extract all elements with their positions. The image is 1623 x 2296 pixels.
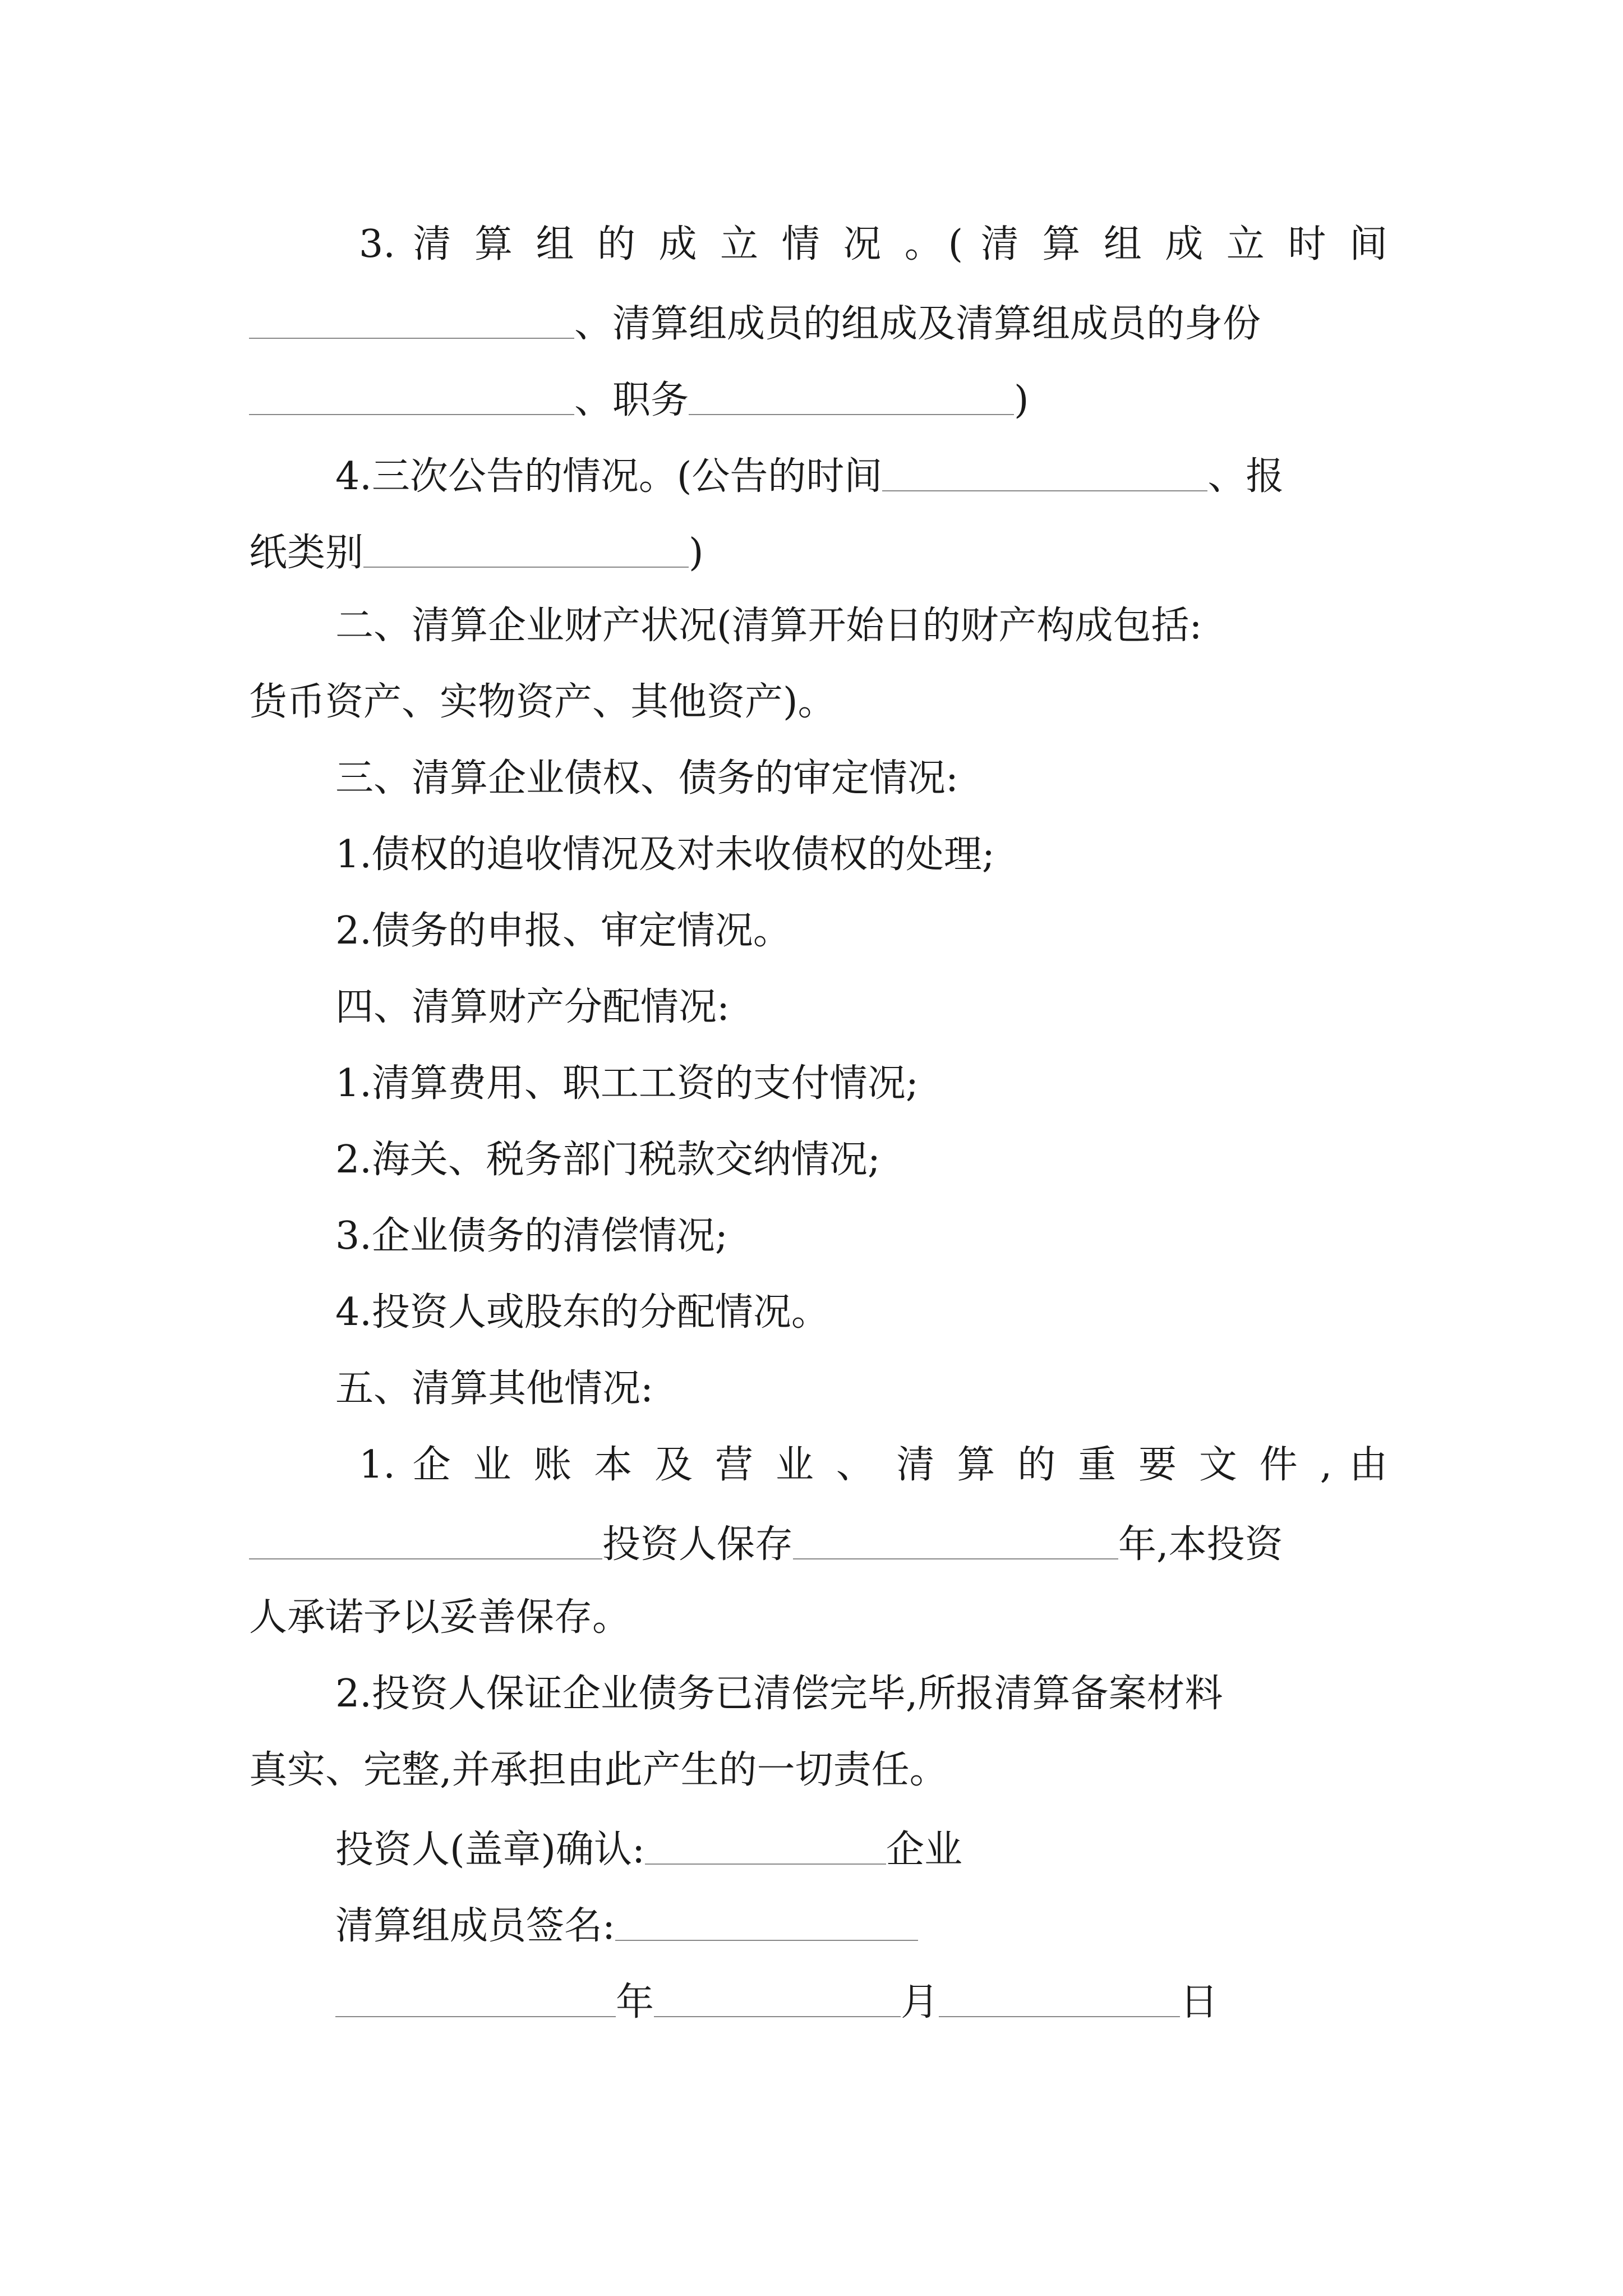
line-text: 投资人(盖章)确认: [335,1828,645,1872]
text-line-16: 五、清算其他情况: [335,1366,653,1411]
blank-field[interactable] [335,1980,616,2017]
blank-field[interactable] [249,302,574,339]
line-text: ) [1014,378,1029,422]
text-line-21: 真实、完整,并承担由此产生的一切责任。 [249,1748,948,1792]
line-text: 、报 [1207,454,1284,499]
line-text: 企业 [886,1828,962,1872]
blank-field[interactable] [615,1904,918,1941]
text-line-7: 货币资产、实物资产、其他资产)。 [249,680,836,724]
text-line-20: 2.投资人保证企业债务已清偿完毕,所报清算备案材料 [335,1672,1223,1716]
text-line-6: 二、清算企业财产状况(清算开始日的财产构成包括: [335,604,1202,648]
line-text: 日 [1180,1980,1219,2024]
text-line-4 [335,454,1387,499]
line-text: 清算组成员签名: [335,1904,615,1948]
text-line-11: 四、清算财产分配情况: [335,985,730,1029]
date-line [335,1980,1387,2022]
line-text: 年 [616,1980,654,2024]
blank-field[interactable] [689,378,1014,415]
text-line-1: 3. 清 算 组 的 成 立 情 况 。( 清 算 组 成 立 时 间 [359,222,1387,266]
text-line-3 [249,378,1387,420]
signature-line [335,1904,1387,1948]
text-line-13: 2.海关、税务部门税款交纳情况; [335,1138,880,1182]
text-line-2 [249,302,1387,346]
text-line-5 [249,531,1387,575]
blank-field[interactable] [249,1522,602,1559]
line-text: 月 [901,1980,939,2024]
blank-field[interactable] [654,1980,901,2017]
investor-seal-line [335,1828,1387,1872]
blank-field[interactable] [645,1828,886,1865]
text-line-8: 三、清算企业债权、债务的审定情况: [335,756,958,800]
line-text: 、职务 [574,378,689,422]
blank-field[interactable] [793,1522,1118,1559]
blank-field[interactable] [939,1980,1180,2017]
line-text: 纸类别 [249,531,364,575]
text-line-12: 1.清算费用、职工工资的支付情况; [335,1061,919,1106]
blank-field[interactable] [363,531,689,568]
text-line-15: 4.投资人或股东的分配情况。 [335,1290,829,1335]
text-line-9: 1.债权的追收情况及对未收债权的处理; [335,832,995,877]
line-text: 年,本投资 [1118,1522,1283,1567]
text-line-19: 人承诺予以妥善保存。 [249,1595,631,1640]
blank-field[interactable] [882,454,1207,491]
line-text: 投资人保存 [602,1522,794,1567]
blank-field[interactable] [249,378,574,415]
line-text: 4.三次公告的情况。(公告的时间 [335,454,883,499]
text-line-10: 2.债务的申报、审定情况。 [335,909,791,953]
line-text: 、清算组成员的组成及清算组成员的身份 [574,302,1261,346]
text-line-17: 1. 企 业 账 本 及 营 业 、 清 算 的 重 要 文 件 , 由 [359,1443,1387,1487]
line-text: ) [689,531,704,575]
text-line-14: 3.企业债务的清偿情况; [335,1214,728,1258]
text-line-18 [249,1522,1387,1567]
